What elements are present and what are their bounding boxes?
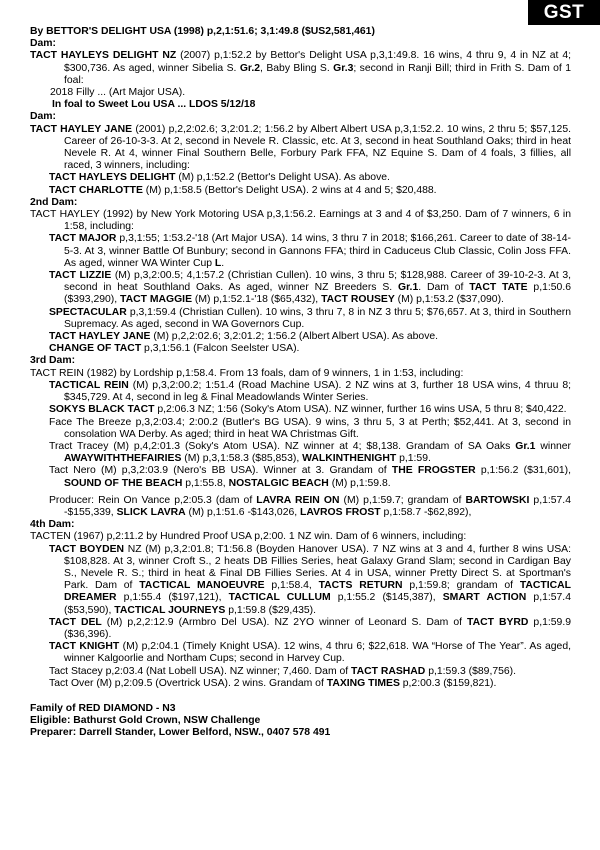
horse-entry: TACT HAYLEYS DELIGHT NZ (2007) p,1:52.2 by Bettor's Delight USA p,3,1:49.8. 16 wins, 4 thru 9, 4 in NZ at 4; $300,736. As aged, winner Sibelia S. Gr.2, Baby Bling S. Gr.3; second in Ranji Bill; third in Frith S. Dam of 1 foal: [30,50,571,86]
preparer-line: Preparer: Darrell Stander, Lower Belford, NSW., 0407 578 491 [30,727,331,739]
horse-entry: TACT LIZZIE (M) p,3,2:00.5; 4,1:57.2 (Christian Cullen). 10 wins, 3 thru 5; $128,988. Career of 39-10-2-3. At 3, second in heat Southland Oaks. As aged, winner NZ Breeders S. Gr.1. Dam of TACT TATE p,1:50.6 ($393,290), TACT MAGGIE (M) p,1:52.1-'18 ($65,432), TACT ROUSEY (M) p,1:53.2 ($37,090). [49,270,571,306]
dam-heading: Dam: [30,38,56,50]
family-line: Family of RED DIAMOND - N3 [30,702,176,714]
horse-entry: Tract Tracey (M) p,4,2:01.3 (Soky's Atom USA). NZ winner at 4; $8,138. Grandam of SA Oaks Gr.1 winner AWAYWITHTHEFAIRIES (M) p,3,1:58.3 ($85,853), WALKINTHENIGHT p,1:59. [49,440,571,465]
horse-entry: TACT MAJOR p,3,1:55; 1:53.2-'18 (Art Major USA). 14 wins, 3 thru 7 in 2018; $166,261. Career to date of 38-14-5-3. At 3, winner Battle Of Bunbury; second in Gannons FFA; third in Caduceus Club Classic, Colin Joss FFA. As aged, winner WA Winter Cup L. [49,233,572,269]
dam-heading: Dam: [30,111,56,123]
horse-entry: TACT BOYDEN NZ (M) p,3,2:01.8; T1:56.8 (Boyden Hanover USA). 7 NZ wins at 3 and 4, further 8 wins USA: $108,828. At 3, winner Croft S., 2 heats DB Fillies Series, heat Galaxy Grand Slam; second in Cardigan Bay S., Nevele R. S.; third in heat & Final DB Fillies Series. At 4 in USA, winner Pretty Direct S. at Sportman's Park. Dam of TACTICAL MANOEUVRE p,1:58.4, TACTS RETURN p,1:59.8; grandam of TACTICAL DREAMER p,1:55.4 ($197,121), TACTICAL CULLUM p,1:55.2 ($145,387), SMART ACTION p,1:57.4 ($53,590), TACTICAL JOURNEYS p,1:59.8 ($29,435). [49,543,571,616]
horse-entry: TACTICAL REIN (M) p,3,2:00.2; 1:51.4 (Road Machine USA). 2 NZ wins at 3, further 18 USA wins, 4 thruu 8; $345,729. At 4, second in leg & Final Meadowlands Winter Series. [49,379,571,404]
horse-entry: TACT HAYLEY JANE (2001) p,2,2:02.6; 3,2:01.2; 1:56.2 by Albert Albert USA p,3,1:52.2. 10 wins, 2 thru 5; $57,125. Career of 26-10-3-3. At 2, second in Nevele R. Classic, etc. At 3, second in heat Southland Oaks; third in heat Nevele R. At 4, winner Final Southern Belle, Forbury Park FFA, NZ Equine S. Dam of 4 foals, 3 fillies, all raced, 3 winners, including: [30,123,571,172]
horse-entry: TACT HAYLEY (1992) by New York Motoring USA p,3,1:56.2. Earnings at 3 and 4 of $3,250. Dam of 7 winners, 6 in 1:58, including: [30,209,571,233]
horse-entry: Tact Stacey p,2:03.4 (Nat Lobell USA). NZ winner; 7,460. Dam of TACT RASHAD p,1:59.3 ($89,756). [49,665,517,677]
horse-entry: CHANGE OF TACT p,3,1:56.1 (Falcon Seelster USA). [49,343,300,355]
sire-line: By BETTOR'S DELIGHT USA (1998) p,2,1:51.6; 3,1:49.8 ($US2,581,461) [30,26,375,37]
horse-entry: SOKYS BLACK TACT p,2:06.3 NZ; 1:56 (Soky's Atom USA). NZ winner, further 16 wins USA, 5 thru 8; $40,422. [49,404,567,416]
in-foal-line: In foal to Sweet Lou USA ... LDOS 5/12/18 [52,99,256,111]
pedigree-body [30,26,571,740]
horse-entry: TACT HAYLEYS DELIGHT (M) p,1:52.2 (Bettor's Delight USA). As above. [49,172,390,184]
horse-entry: Tact Nero (M) p,3,2:03.9 (Nero's BB USA). Winner at 3. Grandam of THE FROGSTER p,1:56.2 ($31,601), SOUND OF THE BEACH p,1:55.8, NOSTALGIC BEACH (M) p,1:59.8. [49,465,571,489]
horse-entry: Face The Breeze p,3,2:03.4; 2:00.2 (Butler's BG USA). 9 wins, 3 thru 5, 3 at Perth; $52,441. At 3, second in consolation WA Derby. As aged; third in heat WA Christmas Gift. [49,416,571,440]
horse-entry: Tact Over (M) p,2:09.5 (Overtrick USA). 2 wins. Grandam of TAXING TIMES p,2:00.3 ($159,821). [49,677,497,689]
horse-entry: SPECTACULAR p,3,1:59.4 (Christian Cullen). 10 wins, 3 thru 7, 8 in NZ 3 thru 5; $76,657. At 3, third in Southern Supremacy. As aged, second in WA Governors Cup. [49,306,571,330]
horse-entry: TACT HAYLEY JANE (M) p,2,2:02.6; 3,2:01.2; 1:56.2 (Albert Albert USA). As above. [49,331,439,343]
horse-entry: TACT REIN (1982) by Lordship p,1:58.4. From 13 foals, dam of 9 winners, 1 in 1:53, including: [30,367,464,379]
horse-entry: TACTEN (1967) p,2:11.2 by Hundred Proof USA p,2:00. 1 NZ win. Dam of 6 winners, including: [30,531,467,543]
horse-entry: TACT CHARLOTTE (M) p,1:58.5 (Bettor's Delight USA). 2 wins at 4 and 5; $20,488. [49,184,437,196]
foal-line: 2018 Filly ... (Art Major USA). [50,87,186,99]
gst-badge: GST [528,0,600,25]
horse-entry: TACT DEL (M) p,2,2:12.9 (Armbro Del USA). NZ 2YO winner of Leonard S. Dam of TACT BYRD p,1:59.9 ($36,396). [49,616,571,640]
producer-note: Producer: Rein On Vance p,2:05.3 (dam of LAVRA REIN ON (M) p,1:59.7; grandam of BARTOWSKI p,1:57.4 -$155,339, SLICK LAVRA (M) p,1:51.6 -$143,026, LAVROS FROST p,1:58.7 -$62,892), [49,494,571,518]
eligible-line: Eligible: Bathurst Gold Crown, NSW Challenge [30,715,261,727]
section-heading: 2nd Dam: [30,196,78,208]
horse-entry: TACT KNIGHT (M) p,2:04.1 (Timely Knight USA). 12 wins, 4 thru 6; $22,618. WA “Horse of The Year”. As aged, winner Kalgoorlie and Northam Cups; second in Harvey Cup. [49,641,571,665]
section-heading: 3rd Dam: [30,355,76,367]
section-heading: 4th Dam: [30,519,75,531]
